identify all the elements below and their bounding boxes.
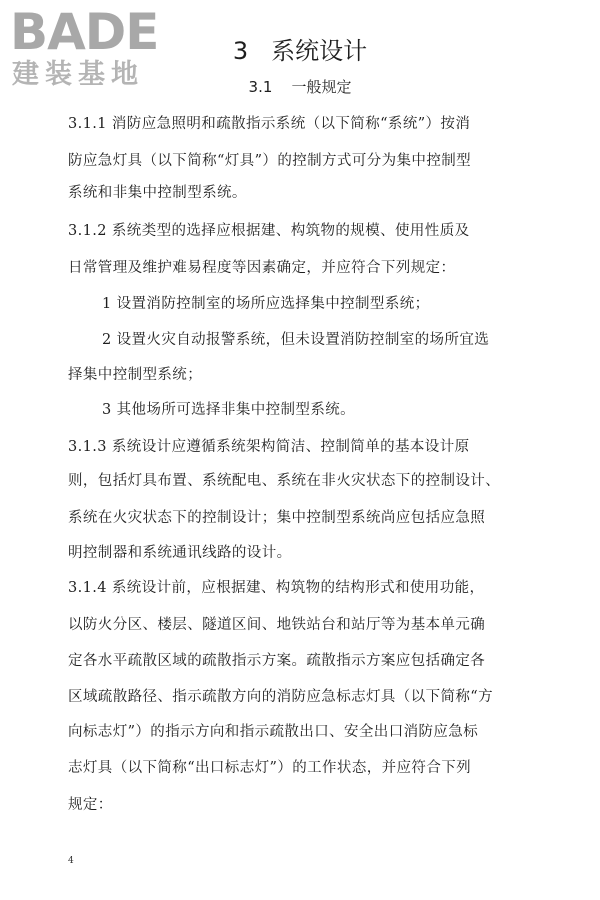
list-item: 2 设置火灾自动报警系统，但未设置消防控制室的场所宜选 [102,332,490,348]
text-line: 向标志灯”）的指示方向和指示疏散出口、安全出口消防应急标 [68,724,479,740]
logo-subtitle: 建装基地 [12,59,144,90]
text-line: 志灯具（以下简称“出口标志灯”）的工作状态，并应符合下列 [68,760,472,776]
text-line: 定各水平疏散区域的疏散指示方案。疏散指示方案应包括确定各 [68,653,486,669]
text-line: 3.1.2 系统类型的选择应根据建、构筑物的规模、使用性质及 [68,223,470,239]
text-line: 明控制器和系统通讯线路的设计。 [68,545,292,561]
text-line: 3.1.3 系统设计应遵循系统架构简洁、控制简单的基本设计原 [68,439,470,455]
text-line: 系统和非集中控制型系统。 [68,185,247,201]
text-line: 区域疏散路径、指示疏散方向的消防应急标志灯具（以下简称“方 [68,689,494,705]
page-number: 4 [68,856,74,866]
chapter-title: 3 系统设计 [232,37,368,65]
section-title: 3.1 一般规定 [248,78,352,96]
text-line: 防应急灯具（以下简称“灯具”）的控制方式可分为集中控制型 [68,153,472,169]
list-item-continued: 择集中控制型系统； [68,367,203,383]
text-line: 以防火分区、楼层、隧道区间、地铁站台和站厅等为基本单元确 [68,617,486,633]
text-line: 则，包括灯具布置、系统配电、系统在非火灾状态下的控制设计、 [68,473,501,489]
text-line: 3.1.1 消防应急照明和疏散指示系统（以下简称“系统”）按消 [68,116,471,132]
text-line: 规定： [68,797,113,813]
logo-wordmark: BADE [10,3,159,61]
list-item: 3 其他场所可选择非集中控制型系统。 [102,402,356,418]
text-line: 系统在火灾状态下的控制设计；集中控制型系统尚应包括应急照 [68,510,486,526]
text-line: 日常管理及维护难易程度等因素确定，并应符合下列规定： [68,260,456,276]
list-item: 1 设置消防控制室的场所应选择集中控制型系统； [102,296,430,312]
text-line: 3.1.4 系统设计前，应根据建、构筑物的结构形式和使用功能， [68,580,485,596]
